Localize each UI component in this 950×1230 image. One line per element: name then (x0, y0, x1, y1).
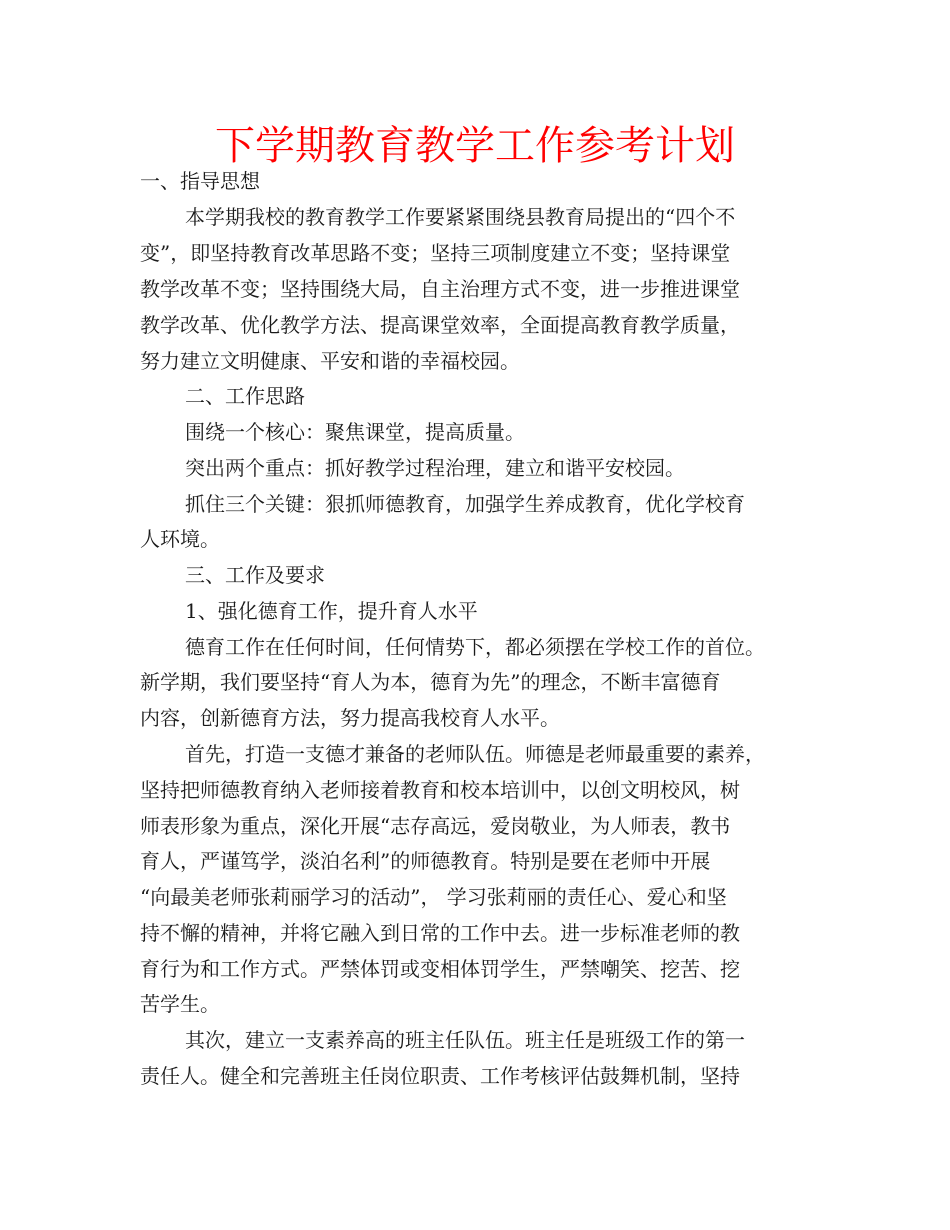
paragraph-line: 本学期我校的教育教学工作要紧紧围绕县教育局提出的“四个不 (185, 205, 736, 229)
paragraph-line: 持不懈的精神，并将它融入到日常的工作中去。进一步标准老师的教 (140, 921, 740, 945)
paragraph-line: 育行为和工作方式。严禁体罚或变相体罚学生，严禁嘲笑、挖苦、挖 (140, 957, 740, 981)
section-heading-2: 二、工作思路 (185, 384, 305, 408)
paragraph-line: 师表形象为重点，深化开展“志存高远，爱岗敬业，为人师表，教书 (140, 814, 731, 838)
paragraph-line: 努力建立文明健康、平安和谐的幸福校园。 (140, 349, 520, 373)
subsection-heading-1: 1、强化德育工作，提升育人水平 (185, 599, 478, 623)
paragraph-line: 人环境。 (140, 527, 220, 551)
paragraph-line: 变”，即坚持教育改革思路不变；坚持三项制度建立不变；坚持课堂 (140, 241, 731, 265)
section-heading-3: 三、工作及要求 (185, 563, 325, 587)
paragraph-line: 首先，打造一支德才兼备的老师队伍。师德是老师最重要的素养， (185, 742, 765, 766)
paragraph-line: 苦学生。 (140, 992, 220, 1016)
section-heading-1: 一、指导思想 (140, 169, 260, 193)
paragraph-line: 育人，严谨笃学，淡泊名利”的师德教育。特别是要在老师中开展 (140, 849, 711, 873)
document-title: 下学期教育教学工作参考计划 (215, 123, 735, 169)
paragraph-line: 德育工作在任何时间，任何情势下，都必须摆在学校工作的首位。 (185, 635, 765, 659)
paragraph-line: 新学期，我们要坚持“育人为本，德育为先”的理念，不断丰富德育 (140, 670, 721, 694)
paragraph-line: “向最美老师张莉丽学习的活动”， 学习张莉丽的责任心、爱心和坚 (140, 885, 727, 909)
paragraph-line: 教学改革不变；坚持围绕大局，自主治理方式不变，进一步推进课堂 (140, 277, 740, 301)
paragraph-line: 突出两个重点：抓好教学过程治理，建立和谐平安校园。 (185, 456, 685, 480)
paragraph-line: 抓住三个关键：狠抓师德教育，加强学生养成教育，优化学校育 (185, 492, 745, 516)
paragraph-line: 其次，建立一支素养高的班主任队伍。班主任是班级工作的第一 (185, 1028, 745, 1052)
paragraph-line: 责任人。健全和完善班主任岗位职责、工作考核评估鼓舞机制，坚持 (140, 1064, 740, 1088)
paragraph-line: 围绕一个核心：聚焦课堂，提高质量。 (185, 420, 525, 444)
paragraph-line: 坚持把师德教育纳入老师接着教育和校本培训中，以创文明校风，树 (140, 778, 740, 802)
paragraph-line: 内容，创新德育方法，努力提高我校育人水平。 (140, 706, 560, 730)
paragraph-line: 教学改革、优化教学方法、提高课堂效率，全面提高教育教学质量， (140, 313, 740, 337)
